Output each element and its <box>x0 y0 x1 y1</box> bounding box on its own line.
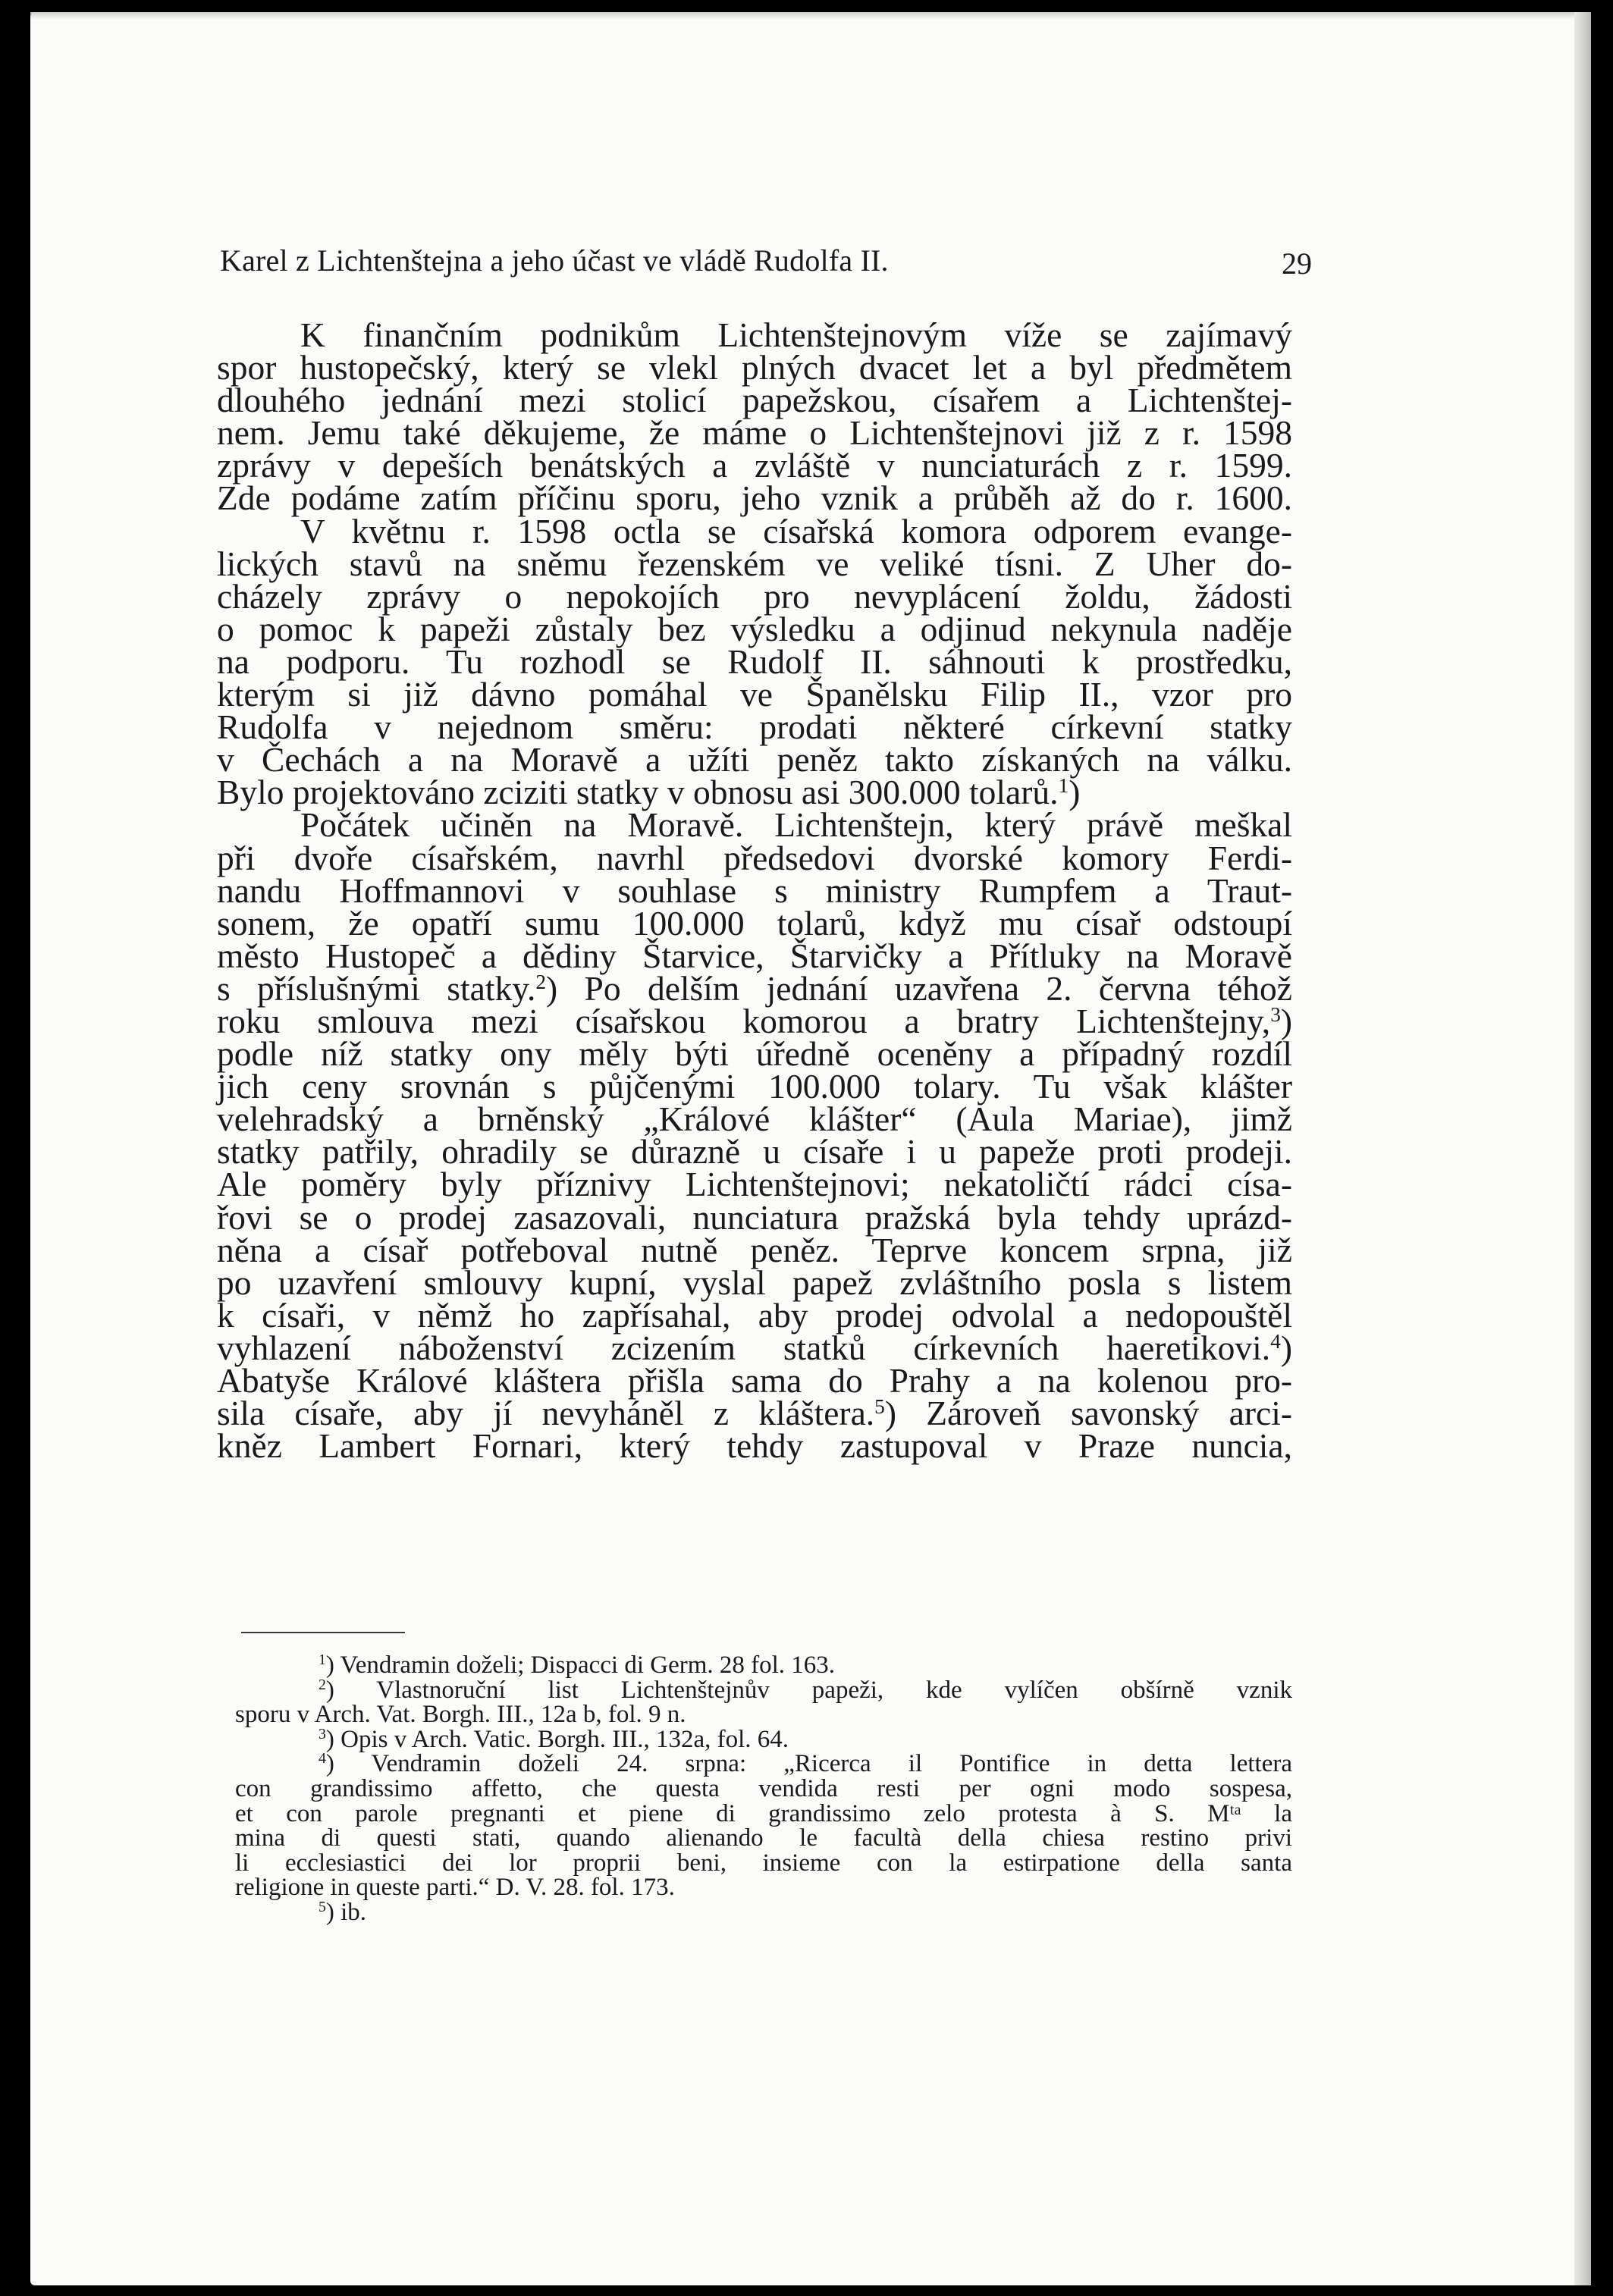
text-line: Bylo projektováno zciziti statky v obnosu asi 300.000 tolarů. <box>217 773 1059 812</box>
text-line: na podporu. Tu rozhodl se Rudolf II. sáhnouti k prostředku, <box>217 641 1292 681</box>
footnote-2-cont: sporu v Arch. Vat. Borgh. III., 12a b, fol. 9 n. <box>235 1701 686 1729</box>
text-line: kněz Lambert Fornari, který tehdy zastupoval v Praze nuncia, <box>217 1426 1292 1466</box>
text-line: při dvoře císařském, navrhl předsedovi dvorské komory Ferdi- <box>217 838 1292 877</box>
footnote-4-cont: mina di questi stati, quando alienando le facultà della chiesa restino privi <box>235 1824 1292 1852</box>
footnote-3: $^3$) Opis v Arch. Vatic. Borgh. III., 132a, fol. 64. <box>319 1725 789 1753</box>
text-line: Ale poměry byly příznivy Lichtenštejnovi; nekatoličtí rádci císa- <box>217 1165 1292 1204</box>
text-line: spor hustopečský, který se vlekl plných dvacet let a byl předmětem <box>217 348 1292 387</box>
footnote-mark: 5 <box>319 1899 326 1916</box>
text-line: řovi se o prodej zasazovali, nunciatura pražská byla tehdy uprázd- <box>217 1197 1292 1237</box>
footnote-mark: 2 <box>319 1676 326 1693</box>
page-top-shadow <box>30 12 1591 20</box>
text-line: nandu Hoffmannovi v souhlase s ministry Rumpfem a Traut- <box>217 870 1292 910</box>
text-line: vyhlazení náboženství zcizením statků církevních haeretikovi. <box>217 1328 1271 1367</box>
footnote-text: Opis v Arch. Vatic. Borgh. III., 132a, fol. 64. <box>340 1725 789 1753</box>
footnote-text: Vendramin doželi; Dispacci di Germ. 28 fol. 163. <box>340 1651 836 1679</box>
text-line: jich ceny srovnán s půjčenými 100.000 tolary. Tu však klášter <box>217 1067 1292 1106</box>
footnote-text: Vendramin doželi 24. srpna: „Ricerca il Pontifice in detta lettera <box>371 1750 1292 1778</box>
body-text <box>217 315 1292 1466</box>
text-line: V květnu r. 1598 octla se císařská komora odporem evange- <box>300 511 1292 550</box>
text-line: K finančním podnikům Lichtenštejnovým víže se zajímavý <box>300 315 1292 354</box>
text-line: Počátek učiněn na Moravě. Lichtenštejn, který právě meškal <box>300 805 1292 845</box>
footnote-text: ib. <box>340 1898 367 1926</box>
text-line-with-note: sila císaře, aby jí nevyháněl z kláštera.$^5$) Zároveň savonský arci- <box>217 1394 1292 1433</box>
text-line: zprávy v depeších benátských a zvláště v nunciaturách z r. 1599. <box>217 446 1292 485</box>
text-line-with-note: vyhlazení náboženství zcizením statků církevních haeretikovi.$^4$) <box>217 1328 1292 1367</box>
text-line: Rudolfa v nejednom směru: prodati některé církevní statky <box>217 707 1292 747</box>
page-edge <box>1574 12 1591 2285</box>
footnote-4-cont: et con parole pregnanti et piene di grandissimo zelo protesta à S. Mᵗᵃ la <box>235 1799 1292 1827</box>
text-line: velehradský a brněnský „Králové klášter“ (Aula Mariae), jimž <box>217 1099 1292 1139</box>
text-line: Zde podáme zatím příčinu sporu, jeho vznik a průběh až do r. 1600. <box>217 478 1292 518</box>
note-mark: 3 <box>1270 1002 1281 1026</box>
text-line: podle níž statky ony měly býti úředně oceněny a případný rozdíl <box>217 1034 1292 1074</box>
footnote-mark: 3 <box>319 1725 326 1742</box>
running-head <box>220 243 1312 288</box>
footnote-mark: 1 <box>319 1651 326 1669</box>
text-line: dlouhého jednání mezi stolicí papežskou, císařem a Lichtenštej- <box>217 381 1292 420</box>
text-line: kterým si již dávno pomáhal ve Španělsku Filip II., vzor pro <box>217 675 1292 714</box>
text-line: roku smlouva mezi císařskou komorou a bratry Lichtenštejny, <box>217 1001 1271 1040</box>
note-mark: 2 <box>535 970 547 993</box>
text-line: po uzavření smlouvy kupní, vyslal papež zvláštního posla s listem <box>217 1262 1292 1302</box>
note-mark: 4 <box>1270 1329 1281 1353</box>
footnote-5: $^5$) ib. <box>319 1898 367 1926</box>
text-line: s příslušnými statky. <box>217 968 536 1008</box>
footnote-4-cont: con grandissimo affetto, che questa vendida resti per ogni modo sospesa, <box>235 1774 1292 1802</box>
text-line: cházely zprávy o nepokojích pro nevyplácení žoldu, žádosti <box>217 576 1292 616</box>
text-line: sonem, že opatří sumu 100.000 tolarů, když mu císař odstoupí <box>217 903 1292 943</box>
footnote-mark: 4 <box>319 1750 326 1767</box>
footnote-4: $^4$) Vendramin doželi 24. srpna: „Ricerca il Pontifice in detta lettera <box>319 1750 1292 1778</box>
footnote-4-cont: religione in queste parti.“ D. V. 28. fol. 173. <box>235 1874 675 1902</box>
text-line: statky patřily, ohradily se důrazně u císaře i u papeže proti prodeji. <box>217 1132 1292 1172</box>
footnote-4-cont: li ecclesiastici dei lor proprii beni, insieme con la estirpatione della santa <box>235 1849 1292 1877</box>
note-mark: 1 <box>1058 774 1069 798</box>
footnote-1: $^1$) Vendramin doželi; Dispacci di Germ. 28 fol. 163. <box>319 1651 836 1679</box>
text-line: v Čechách a na Moravě a užíti peněz takto získaných na válku. <box>217 740 1292 779</box>
text-line-with-note: roku smlouva mezi císařskou komorou a bratry Lichtenštejny,$^3$) <box>217 1001 1292 1040</box>
footnote-text: Vlastnoruční list Lichtenštejnův papeži, kde vylíčen obšírně vznik <box>376 1676 1292 1704</box>
text-line: město Hustopeč a dědiny Štarvice, Štarvičky a Přítluky na Moravě <box>217 936 1292 975</box>
text-line: Abatyše Králové kláštera přišla sama do Prahy a na kolenou pro- <box>217 1361 1292 1400</box>
text-line: o pomoc k papeži zůstaly bez výsledku a odjinud nekynula naděje <box>217 609 1292 648</box>
text-line: nem. Jemu také děkujeme, že máme o Lichtenštejnovi již z r. 1598 <box>217 413 1292 453</box>
text-line: sila císaře, aby jí nevyháněl z kláštera. <box>217 1394 875 1433</box>
page-number: 29 <box>1282 246 1312 281</box>
footnotes <box>235 1653 1292 1925</box>
text-line: Po delším jednání uzavřena 2. června téhož <box>584 968 1292 1008</box>
footnote-2: $^2$) Vlastnoruční list Lichtenštejnův papeži, kde vylíčen obšírně vznik <box>319 1676 1292 1704</box>
text-line: Zároveň savonský arci- <box>926 1394 1292 1433</box>
running-head-title: Karel z Lichtenštejna a jeho účast ve vládě Rudolfa II. <box>220 243 889 278</box>
footnote-rule <box>241 1632 405 1633</box>
note-mark: 5 <box>874 1395 885 1419</box>
text-line-with-note: Bylo projektováno zciziti statky v obnosu asi 300.000 tolarů.$^1$) <box>217 773 1081 812</box>
text-line: něna a císař potřeboval nutně peněz. Teprve koncem srpna, již <box>217 1230 1292 1269</box>
text-line: k císaři, v němž ho zapřísahal, aby prodej odvolal a nedopouštěl <box>217 1295 1292 1335</box>
text-line: lických stavů na sněmu řezenském ve veliké tísni. Z Uher do- <box>217 544 1292 583</box>
text-line-with-note: s příslušnými statky.$^2$) Po delším jednání uzavřena 2. června téhož <box>217 968 1292 1008</box>
